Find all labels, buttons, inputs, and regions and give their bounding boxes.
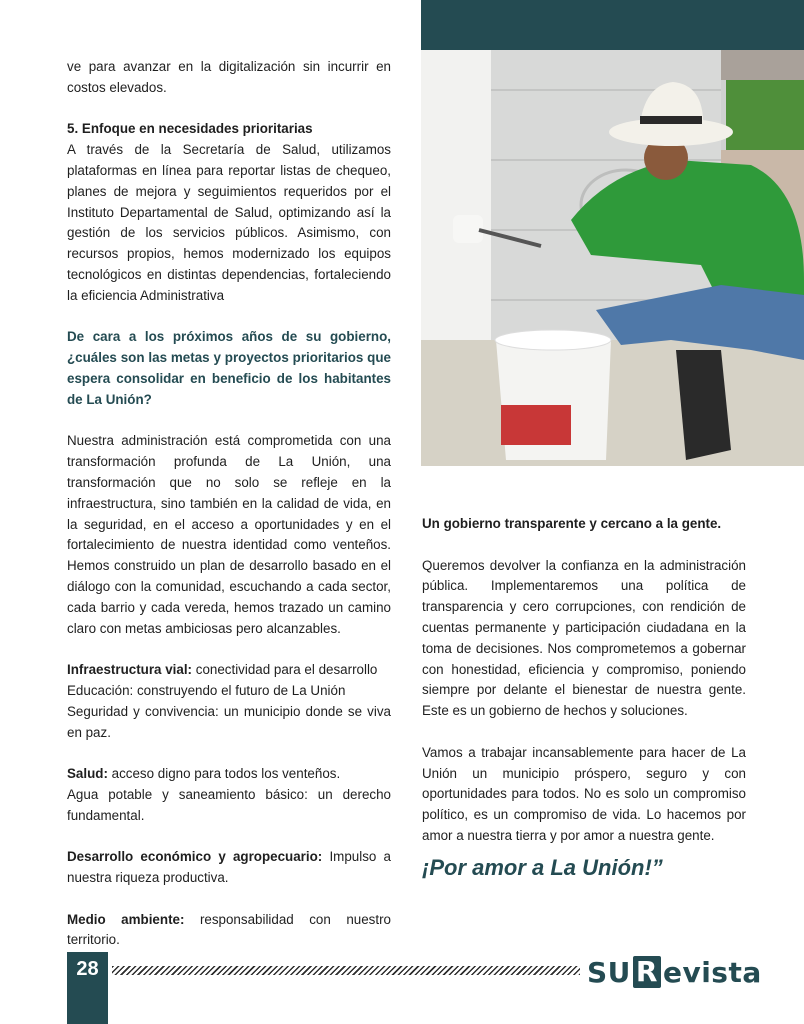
right-column — [422, 514, 746, 881]
photo-man-painting-wall — [421, 50, 804, 466]
bucket-label — [501, 405, 571, 445]
logo-text-evista: evista — [662, 955, 762, 989]
roof-edge — [721, 50, 804, 80]
photo-illustration — [421, 50, 804, 466]
footer-hatch-divider — [112, 966, 580, 975]
page-number: 28 — [76, 958, 99, 980]
economy-text: Impulso a nuestra riqueza productiva. — [67, 849, 391, 886]
list-item-economy — [67, 847, 391, 889]
ground — [421, 340, 804, 466]
section-5-title: 5. Enfoque en necesidades prioritarias — [67, 121, 313, 137]
answer-paragraph: Nuestra administración está comprometida con una transformación profunda de La Unión, una transformación que no solo se refleje en la infraestructura, sino también en la calidad de vida, en la seguridad, en el acceso a oportunidades y en el fortalecimiento de nuestra identidad como venteños. Hemos construido un plan de desarrollo basado en el diálogo con la comunidad, escuchando a cada sector, cada barrio y cada vereda, hemos trazado un camino claro con metas ambiciosas pero alcanzables. — [67, 433, 391, 636]
list-item-infrastructure — [67, 660, 391, 681]
hat-band — [640, 116, 702, 124]
closing-slogan: ¡Por amor a La Unión!” — [422, 854, 663, 880]
list-item-environment — [67, 910, 391, 952]
interview-question: De cara a los próximos años de su gobierno, ¿cuáles son las metas y proyectos prioritarios que espera consolidar en beneficio de los habitantes de La Unión? — [67, 329, 391, 407]
infrastructure-label: Infraestructura vial: — [67, 662, 193, 678]
subtitle-transparent-government: Un gobierno transparente y cercano a la gente. — [422, 516, 722, 531]
section-5-body: A través de la Secretaría de Salud, utilizamos plataformas en línea para reportar listas de chequeo, planes de mejora y seguimientos requeridos por el Instituto Departamental de Salud, optimizando así la gestión de los servicios públicos. Asimismo, con recursos propios, hemos modernizado los equipos tecnológicos en distintas dependencias, fortaleciendo la eficiencia Administrativa — [67, 142, 391, 303]
economy-label: Desarrollo económico y agropecuario: — [67, 849, 323, 865]
health-label: Salud: — [67, 766, 108, 782]
left-column — [67, 57, 391, 951]
bucket-rim — [495, 330, 611, 350]
environment-label: Medio ambiente: — [67, 911, 185, 927]
garden-bush — [726, 80, 804, 150]
health-text: acceso digno para todos los venteños. — [107, 766, 341, 782]
surevista-logo — [587, 952, 762, 992]
list-item-health — [67, 764, 391, 785]
commitment-paragraph: Vamos a trabajar incansablemente para hacer de La Unión un municipio próspero, seguro y con oportunidades para todos. No es solo un compromiso político, es un compromiso de vida. Lo hacemos por amor a nuestra tierra y por amor a nuestra gente. — [422, 744, 746, 843]
environment-text: responsabilidad con nuestro territorio. — [67, 911, 391, 948]
paint-roller — [453, 215, 483, 243]
logo-letter-box: R — [633, 956, 661, 988]
list-item-water: Agua potable y saneamiento básico: un derecho fundamental. — [67, 786, 391, 823]
list-item-education: Educación: construyendo el futuro de La Unión — [67, 682, 346, 698]
infrastructure-text: conectividad para el desarrollo — [192, 662, 378, 678]
intro-paragraph: ve para avanzar en la digitalización sin incurrir en costos elevados. — [67, 59, 391, 95]
list-item-security: Seguridad y convivencia: un municipio donde se viva en paz. — [67, 703, 391, 740]
transparency-paragraph: Queremos devolver la confianza en la administración pública. Implementaremos una política de transparencia y cero corrupciones, con rendición de cuentas permanente y participación ciudadana en la toma de decisiones. Nos comprometemos a gobernar con honestidad, eficiencia y compromiso, poniendo siempre por delante el bienestar de nuestra gente. Este es un gobierno de hechos y soluciones. — [422, 557, 746, 719]
top-accent-bar — [421, 0, 804, 50]
logo-text-su: SU — [587, 955, 631, 989]
